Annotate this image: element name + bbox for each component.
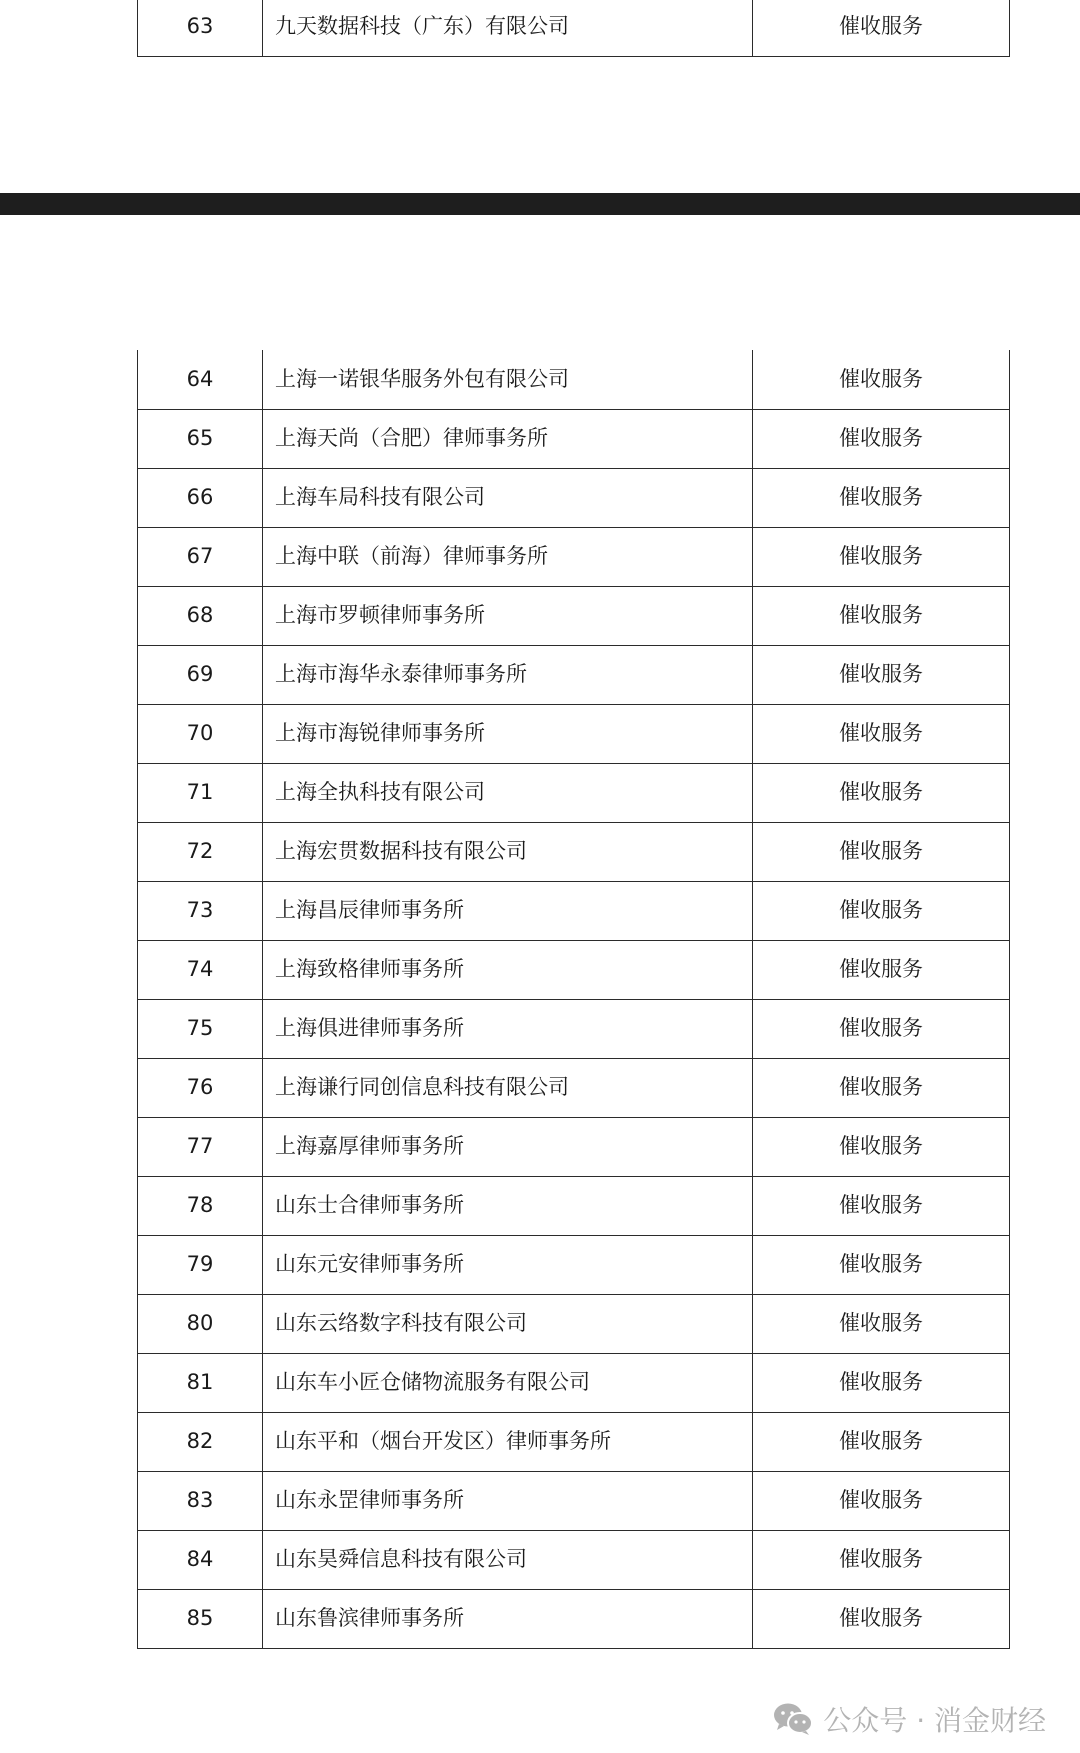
row-number: 66 [138,468,263,527]
service-type: 催收服务 [753,940,1010,999]
row-number: 71 [138,763,263,822]
company-name: 上海昌辰律师事务所 [263,881,753,940]
service-type: 催收服务 [753,1117,1010,1176]
service-type: 催收服务 [753,1353,1010,1412]
company-name: 山东永罡律师事务所 [263,1471,753,1530]
service-type: 催收服务 [753,1471,1010,1530]
page-divider [0,193,1080,215]
row-number: 68 [138,586,263,645]
row-number: 84 [138,1530,263,1589]
row-number: 67 [138,527,263,586]
company-table [137,350,1010,1649]
service-type: 催收服务 [753,881,1010,940]
row-number: 64 [138,350,263,409]
row-number: 83 [138,1471,263,1530]
table-row [138,1530,1010,1589]
table-row [138,468,1010,527]
company-name: 上海一诺银华服务外包有限公司 [263,350,753,409]
table-row [138,1471,1010,1530]
service-type: 催收服务 [753,350,1010,409]
company-name: 上海嘉厚律师事务所 [263,1117,753,1176]
table-row [138,1176,1010,1235]
row-number: 82 [138,1412,263,1471]
company-name: 上海市海华永泰律师事务所 [263,645,753,704]
company-name: 山东元安律师事务所 [263,1235,753,1294]
table-row [138,0,1010,56]
service-type: 催收服务 [753,704,1010,763]
company-name: 上海中联（前海）律师事务所 [263,527,753,586]
service-type: 催收服务 [753,1235,1010,1294]
service-type: 催收服务 [753,999,1010,1058]
row-number: 85 [138,1589,263,1648]
table-row [138,1412,1010,1471]
row-number: 81 [138,1353,263,1412]
table-row [138,1353,1010,1412]
table-row [138,527,1010,586]
company-name: 上海俱进律师事务所 [263,999,753,1058]
table-row [138,763,1010,822]
company-name: 上海致格律师事务所 [263,940,753,999]
company-name: 山东车小匠仓储物流服务有限公司 [263,1353,753,1412]
table-row [138,586,1010,645]
table-row [138,1589,1010,1648]
service-type: 催收服务 [753,1176,1010,1235]
watermark-text: 公众号 · 消金财经 [823,1704,1046,1737]
wechat-icon [773,1702,813,1736]
company-name: 山东士合律师事务所 [263,1176,753,1235]
company-name: 山东云络数字科技有限公司 [263,1294,753,1353]
table-row [138,704,1010,763]
row-number: 74 [138,940,263,999]
row-number: 76 [138,1058,263,1117]
table-row [138,409,1010,468]
table-row [138,999,1010,1058]
row-number: 70 [138,704,263,763]
service-type: 催收服务 [753,763,1010,822]
watermark [773,1699,1046,1739]
service-type: 催收服务 [753,645,1010,704]
table-row [138,822,1010,881]
table-row [138,1117,1010,1176]
table-row [138,1058,1010,1117]
service-type: 催收服务 [753,586,1010,645]
company-name: 九天数据科技（广东）有限公司 [263,0,753,56]
table-row [138,881,1010,940]
service-type: 催收服务 [753,468,1010,527]
table-row [138,1235,1010,1294]
table-row [138,940,1010,999]
company-name: 上海市海锐律师事务所 [263,704,753,763]
company-name: 上海宏贯数据科技有限公司 [263,822,753,881]
table-row [138,350,1010,409]
row-number: 69 [138,645,263,704]
service-type: 催收服务 [753,0,1010,56]
company-name: 上海全执科技有限公司 [263,763,753,822]
table-row [138,1294,1010,1353]
service-type: 催收服务 [753,1058,1010,1117]
service-type: 催收服务 [753,822,1010,881]
service-type: 催收服务 [753,1412,1010,1471]
company-name: 山东鲁滨律师事务所 [263,1589,753,1648]
row-number: 72 [138,822,263,881]
service-type: 催收服务 [753,1589,1010,1648]
row-number: 63 [138,0,263,56]
table-fragment-top [137,0,1010,57]
row-number: 75 [138,999,263,1058]
row-number: 79 [138,1235,263,1294]
row-number: 78 [138,1176,263,1235]
row-number: 80 [138,1294,263,1353]
company-name: 上海天尚（合肥）律师事务所 [263,409,753,468]
service-type: 催收服务 [753,1530,1010,1589]
company-name: 上海车局科技有限公司 [263,468,753,527]
table-top-body [138,0,1010,56]
row-number: 77 [138,1117,263,1176]
company-table-body [138,350,1010,1648]
service-type: 催收服务 [753,527,1010,586]
row-number: 73 [138,881,263,940]
row-number: 65 [138,409,263,468]
service-type: 催收服务 [753,409,1010,468]
service-type: 催收服务 [753,1294,1010,1353]
table-row [138,645,1010,704]
company-name: 上海市罗顿律师事务所 [263,586,753,645]
company-name: 上海谦行同创信息科技有限公司 [263,1058,753,1117]
company-name: 山东昊舜信息科技有限公司 [263,1530,753,1589]
company-name: 山东平和（烟台开发区）律师事务所 [263,1412,753,1471]
